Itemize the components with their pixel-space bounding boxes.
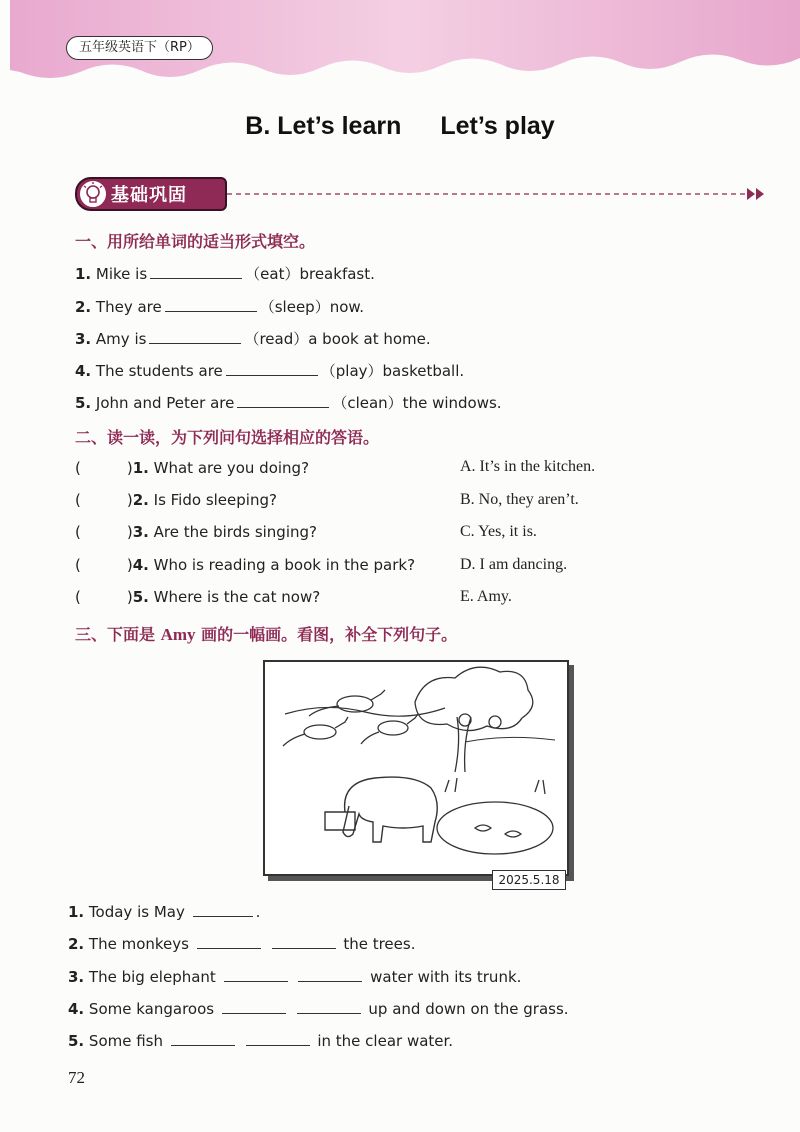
title-part2: Let’s play xyxy=(440,112,555,140)
answer-blank[interactable] xyxy=(165,297,257,312)
section-label: 基础巩固 xyxy=(111,185,187,206)
part1-item-5: 5. John and Peter are （clean）the windows. xyxy=(75,394,502,412)
part1-item-3: 3. Amy is （read）a book at home. xyxy=(75,330,431,348)
part1-heading: 一、用所给单词的适当形式填空。 xyxy=(75,232,316,251)
answer-blank[interactable] xyxy=(149,329,241,344)
part3-item-5: 5. Some fish in the clear water. xyxy=(68,1032,454,1050)
page-number: 72 xyxy=(68,1068,85,1087)
book-tag: 五年级英语下（RP） xyxy=(66,36,213,60)
answer-blank[interactable] xyxy=(197,934,261,949)
answer-blank[interactable] xyxy=(222,999,286,1014)
part2-question-1: ( )1. What are you doing? xyxy=(75,459,310,477)
zoo-illustration xyxy=(265,662,567,874)
answer-blank[interactable] xyxy=(171,1031,235,1046)
part2-question-4: ( )4. Who is reading a book in the park? xyxy=(75,556,416,574)
part2-answer-a: A. It’s in the kitchen. xyxy=(460,458,596,475)
part3-item-3: 3. The big elephant water with its trunk. xyxy=(68,968,522,986)
part2-answer-e: E. Amy. xyxy=(460,588,512,605)
answer-blank[interactable] xyxy=(297,999,361,1014)
kangaroo-drawing xyxy=(283,690,418,746)
picture-date-tag: 2025.5.18 xyxy=(492,870,566,890)
title-part1: B. Let’s learn xyxy=(245,112,402,140)
answer-blank[interactable] xyxy=(272,934,336,949)
answer-blank[interactable] xyxy=(193,902,253,917)
answer-blank[interactable] xyxy=(226,361,318,376)
answer-blank[interactable] xyxy=(150,264,242,279)
pond-drawing xyxy=(437,778,553,854)
part2-answer-c: C. Yes, it is. xyxy=(460,523,537,540)
answer-blank[interactable] xyxy=(298,967,362,982)
lightbulb-icon xyxy=(79,180,107,208)
part2-question-3: ( )3. Are the birds singing? xyxy=(75,523,317,541)
answer-blank[interactable] xyxy=(224,967,288,982)
section-header xyxy=(75,177,765,209)
part3-item-4: 4. Some kangaroos up and down on the grass. xyxy=(68,1000,569,1018)
part2-question-2: ( )2. Is Fido sleeping? xyxy=(75,491,277,509)
part1-item-4: 4. The students are （play）basketball. xyxy=(75,362,465,380)
tree-drawing xyxy=(415,667,533,772)
part2-question-5: ( )5. Where is the cat now? xyxy=(75,588,321,606)
dashed-divider xyxy=(227,187,767,201)
part3-item-1: 1. Today is May . xyxy=(68,903,261,921)
part2-answer-b: B. No, they aren’t. xyxy=(460,491,579,508)
elephant-drawing xyxy=(325,777,437,842)
page-title xyxy=(0,112,800,141)
zoo-picture xyxy=(263,660,569,876)
part1-item-1: 1. Mike is （eat）breakfast. xyxy=(75,265,375,283)
answer-blank[interactable] xyxy=(246,1031,310,1046)
part1-item-2: 2. They are （sleep）now. xyxy=(75,298,365,316)
part2-heading: 二、读一读，为下列问句选择相应的答语。 xyxy=(75,428,380,447)
answer-blank[interactable] xyxy=(237,393,329,408)
part2-answer-d: D. I am dancing. xyxy=(460,556,568,573)
section-badge xyxy=(75,177,227,211)
part3-item-2: 2. The monkeys the trees. xyxy=(68,935,416,953)
part3-heading: 三、下面是 Amy 画的一幅画。看图，补全下列句子。 xyxy=(75,625,458,644)
